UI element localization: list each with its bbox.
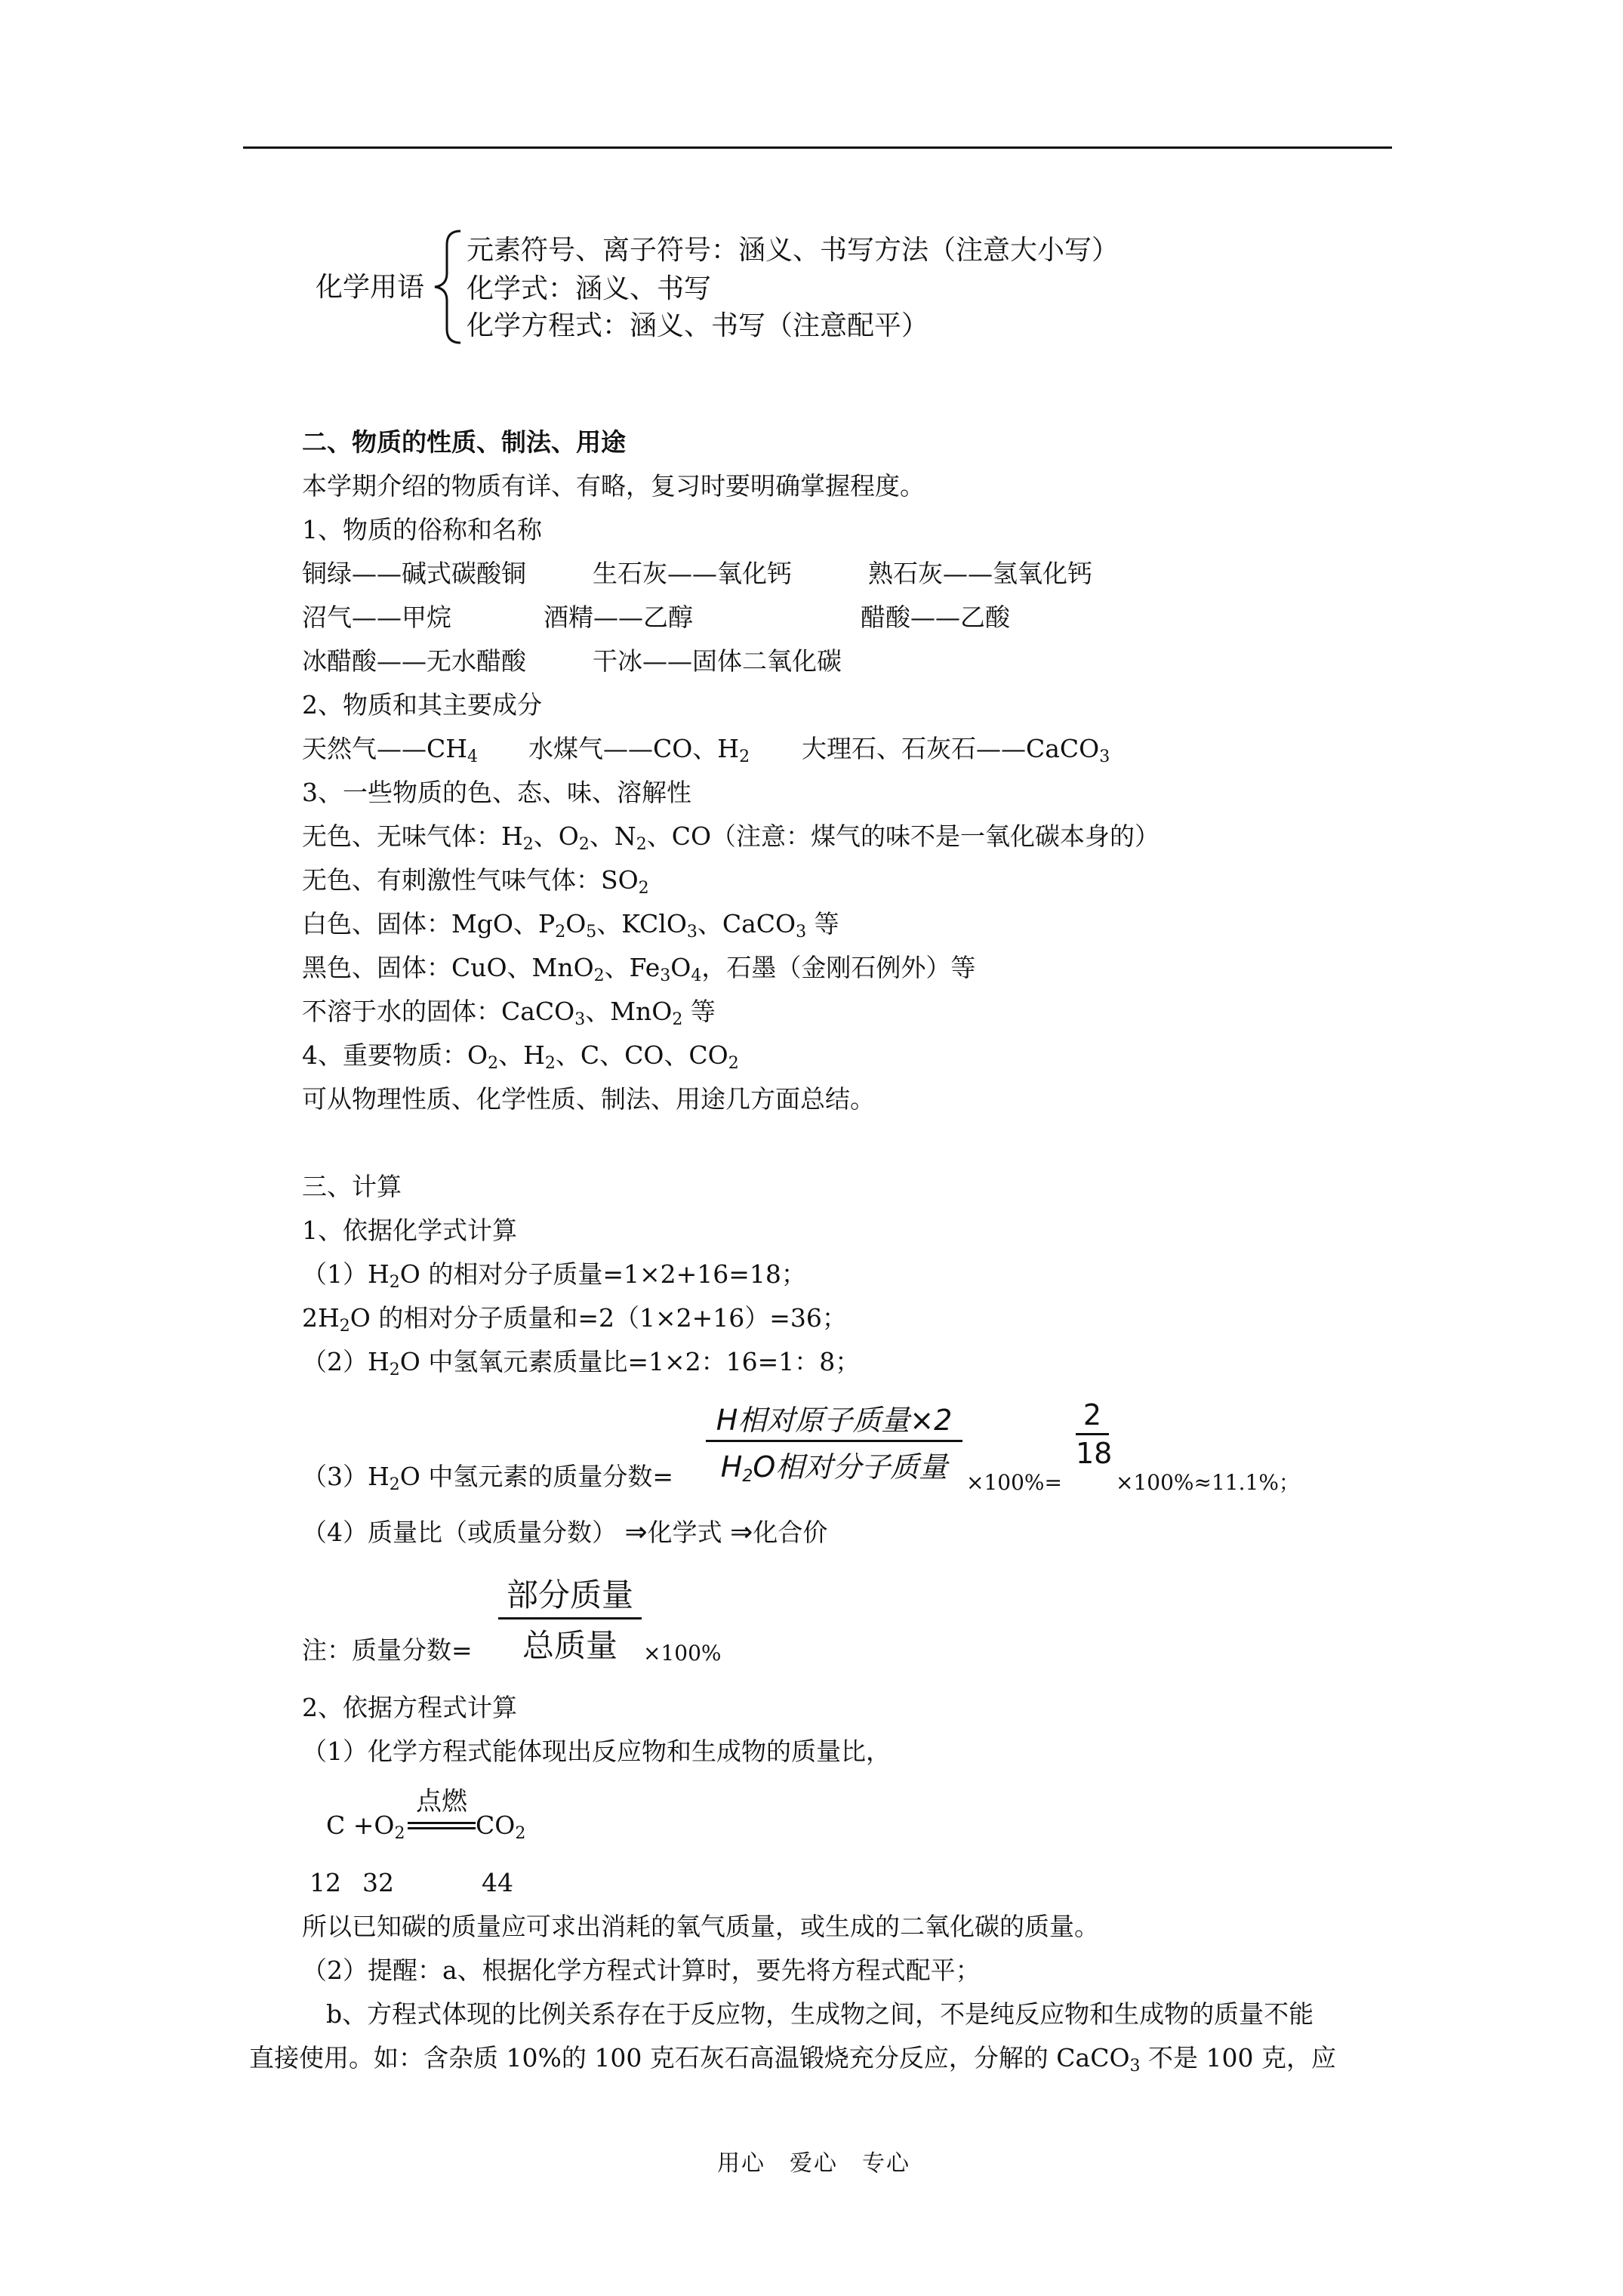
reaction-condition: 点燃 xyxy=(408,1780,476,1831)
calc-line: $2H_2O$ 的相对分子质量和=2（1×2+16）=36； xyxy=(302,1303,847,1336)
property-line: 白色、固体：MgO、$P_2O_5$、KClO$_3$、CaCO$_3$ 等 xyxy=(302,909,839,942)
bracket-label: 化学用语 xyxy=(316,272,425,303)
fraction-mass-fraction xyxy=(706,1397,962,1485)
bracket-item: 元素符号、离子符号：涵义、书写方法（注意大小写） xyxy=(467,235,1119,266)
bracket-item: 化学方程式：涵义、书写（注意配平） xyxy=(467,310,929,341)
bracket-item: 化学式：涵义、书写 xyxy=(467,273,712,304)
percent-text: ×100%= xyxy=(966,1470,1062,1495)
section-heading: 三、计算 xyxy=(302,1172,402,1201)
name-pair: 铜绿——碱式碳酸铜 xyxy=(302,559,526,588)
calc-line: （1）化学方程式能体现出反应物和生成物的质量比， xyxy=(302,1737,891,1766)
section-heading: 二、物质的性质、制法、用途 xyxy=(302,427,626,457)
page-footer: 用心 爱心 专心 xyxy=(717,2150,910,2177)
implies-arrow-icon: ⇒ xyxy=(730,1517,753,1548)
composition-item: 水煤气——CO、$H_2$ xyxy=(528,734,750,766)
note-label: 注：质量分数= xyxy=(302,1635,473,1665)
calc-line: $(3)H_2O$ 中氢元素的质量分数= xyxy=(302,1462,673,1494)
subheading: 1、物质的俗称和名称 xyxy=(302,515,542,544)
fraction-denominator: $H_2O$相对分子质量 xyxy=(720,1450,948,1486)
name-pair: 生石灰——氧化钙 xyxy=(593,559,792,588)
percent-text: ×100% xyxy=(643,1641,722,1666)
paragraph: 所以已知碳的质量应可求出消耗的氧气质量，或生成的二氧化碳的质量。 xyxy=(302,1912,1099,1941)
property-line: 黑色、固体：CuO、MnO$_2$、$Fe_3O_4$，石墨（金刚石例外）等 xyxy=(302,953,976,985)
percent-result: ×100%≈11.1%； xyxy=(1116,1470,1300,1495)
name-pair: 沼气——甲烷 xyxy=(302,603,451,632)
name-pair: 熟石灰——氢氧化钙 xyxy=(868,559,1092,588)
equation-left: $C +O_2$ xyxy=(326,1811,405,1843)
subheading: 2、依据方程式计算 xyxy=(302,1693,517,1722)
subheading: 2、物质和其主要成分 xyxy=(302,690,542,720)
paragraph: 本学期介绍的物质有详、有略，复习时要明确掌握程度。 xyxy=(302,471,925,501)
name-pair: 醋酸——乙酸 xyxy=(861,603,1010,632)
name-pair: 干冰——固体二氧化碳 xyxy=(593,646,842,676)
composition-item: 天然气$——CH_4$ xyxy=(302,734,479,766)
subheading: 3、一些物质的色、态、味、溶解性 xyxy=(302,778,691,807)
curly-brace xyxy=(430,227,468,347)
fraction-2-18: 2 18 xyxy=(1076,1398,1113,1470)
property-line: 无色、无味气体：$H_2$、$O_2$、$N_2$、CO（注意：煤气的味不是一氧化碳本身的） xyxy=(302,821,1160,854)
name-pair: 冰醋酸——无水醋酸 xyxy=(302,646,526,676)
composition-item: 大理石、石灰石——CaCO$_3$ xyxy=(802,734,1110,766)
subheading: 1、依据化学式计算 xyxy=(302,1216,517,1245)
paragraph: 直接使用。如：含杂质 10%的 100 克石灰石高温锻烧充分反应，分解的 CaCO$_3$ 不是 100 克，应 xyxy=(249,2043,1336,2076)
subheading: 4、重要物质：$O_2$、$H_2$、C、CO、$CO_2$ xyxy=(302,1040,739,1073)
fraction-numerator: H相对原子质量×2 xyxy=(716,1404,953,1437)
mass-value: 44 xyxy=(482,1868,513,1897)
property-line: 无色、有刺激性气味气体：$SO_2$ xyxy=(302,865,649,898)
mass-value: 12 xyxy=(310,1868,341,1897)
paragraph: （2）提醒：a、根据化学方程式计算时，要先将方程式配平； xyxy=(302,1955,981,1985)
calc-line: $(1)H_2O$ 的相对分子质量=1×2+16=18； xyxy=(302,1259,806,1292)
calc-line: （4）质量比（或质量分数） ⇒化学式 ⇒化合价 xyxy=(302,1517,828,1548)
name-pair: 酒精——乙醇 xyxy=(544,603,693,632)
equation-right: $CO_2$ xyxy=(476,1811,526,1843)
calc-line: $(2)H_2O$ 中氢氧元素质量比=1×2：16=1：8； xyxy=(302,1347,861,1379)
paragraph: b、方程式体现的比例关系存在于反应物，生成物之间，不是纯反应物和生成物的质量不能 xyxy=(326,1999,1314,2029)
mass-value: 32 xyxy=(362,1868,394,1897)
fraction-part-total: 部分质量 总质量 xyxy=(498,1570,642,1666)
property-line: 不溶于水的固体：CaCO$_3$、MnO$_2$ 等 xyxy=(302,997,716,1029)
implies-arrow-icon: ⇒ xyxy=(624,1517,648,1548)
header-rule xyxy=(243,146,1392,149)
paragraph: 可从物理性质、化学性质、制法、用途几方面总结。 xyxy=(302,1084,875,1114)
